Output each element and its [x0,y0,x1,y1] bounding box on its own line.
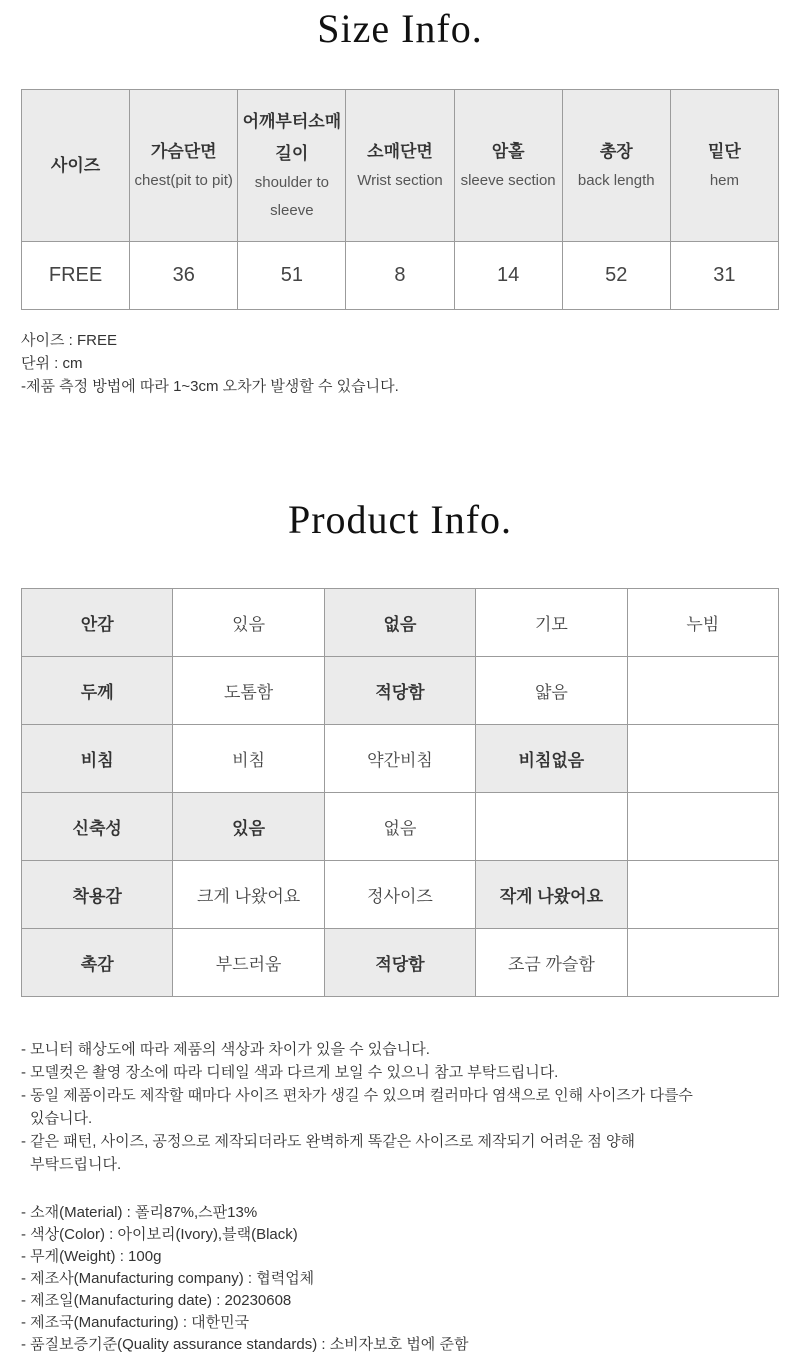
size-col-header-en: back length [577,172,655,190]
disclaimer-notes [21,1038,693,1176]
size-col-header [562,90,670,242]
product-option-cell: 있음 [173,793,324,861]
size-col-header-en: chest(pit to pit) [134,172,233,190]
detail-line-material: - 소재(Material) : 폴리87%,스판13% [21,1204,258,1221]
detail-line-weight: - 무게(Weight) : 100g [21,1248,162,1265]
detail-line-country: - 제조국(Manufacturing) : 대한민국 [21,1314,250,1331]
product-option-cell [476,793,627,861]
product-row-label: 두께 [22,657,173,725]
size-col-header [130,90,238,242]
size-value-cell: 51 [238,242,346,310]
detail-line-color: - 색상(Color) : 아이보리(Ivory),블랙(Black) [21,1226,298,1243]
disclaimer-line: - 모델컷은 촬영 장소에 따라 디테일 색과 다르게 보일 수 있으니 참고 부탁드립니다. [21,1064,559,1081]
size-value-cell: 14 [454,242,562,310]
product-table [21,588,779,997]
product-row [22,861,779,929]
size-col-header-ko: 밑단 [707,141,741,161]
size-col-header [346,90,454,242]
product-row [22,657,779,725]
product-option-cell [627,929,778,997]
product-detail-specs [21,1202,779,1356]
product-option-cell: 약간비침 [324,725,475,793]
product-option-cell: 없음 [324,793,475,861]
size-col-header [22,90,130,242]
size-col-header-ko: 가슴단면 [150,141,217,161]
disclaimer-line: - 같은 패턴, 사이즈, 공정으로 제작되더라도 완벽하게 똑같은 사이즈로 제작되기 어려운 점 양해 부탁드립니다. [21,1133,635,1173]
product-table-body [22,589,779,997]
product-row-label: 비침 [22,725,173,793]
size-value-cell: FREE [22,242,130,310]
product-row [22,725,779,793]
product-row [22,589,779,657]
size-value-cell: 8 [346,242,454,310]
size-col-header [670,90,778,242]
size-value-cell: 31 [670,242,778,310]
product-option-cell: 조금 까슬함 [476,929,627,997]
product-option-cell: 정사이즈 [324,861,475,929]
size-header-row [22,90,779,242]
product-row-label: 신축성 [22,793,173,861]
size-col-header [454,90,562,242]
size-col-header-ko: 어깨부터소매길이 [242,112,342,163]
detail-line-manufacturer: - 제조사(Manufacturing company) : 협력업체 [21,1270,315,1287]
product-option-cell [627,793,778,861]
product-option-cell: 얇음 [476,657,627,725]
size-col-header-ko: 암홀 [491,141,525,161]
size-col-header-en: sleeve section [460,172,556,190]
product-option-cell: 비침 [173,725,324,793]
product-option-cell: 부드러움 [173,929,324,997]
size-info-title: Size Info. [317,6,483,51]
product-info-title: Product Info. [287,497,513,542]
detail-line-manufacture-date: - 제조일(Manufacturing date) : 20230608 [21,1292,292,1309]
size-col-header-ko: 총장 [599,141,633,161]
size-col-header-en: hem [709,172,740,190]
size-col-header-en: shoulder to sleeve [254,174,329,219]
product-option-cell [627,657,778,725]
product-option-cell: 적당함 [324,657,475,725]
product-option-cell: 작게 나왔어요 [476,861,627,929]
product-row [22,929,779,997]
size-col-header-ko: 사이즈 [50,155,101,175]
product-option-cell: 크게 나왔어요 [173,861,324,929]
size-col-header [238,90,346,242]
product-option-cell [627,725,778,793]
size-table-body [22,242,779,310]
size-table-header [22,90,779,242]
product-option-cell: 적당함 [324,929,475,997]
size-col-header-en: Wrist section [357,172,443,190]
disclaimer-line: - 모니터 해상도에 따라 제품의 색상과 차이가 있을 수 있습니다. [21,1041,430,1058]
size-note-line: 단위 : cm [21,355,83,372]
product-row [22,793,779,861]
size-value-row [22,242,779,310]
disclaimer-line: - 동일 제품이라도 제작할 때마다 사이즈 편차가 생길 수 있으며 컬러마다 염색으로 인해 사이즈가 다를수 있습니다. [21,1087,693,1127]
product-option-cell [627,861,778,929]
product-option-cell: 기모 [476,589,627,657]
product-option-cell: 없음 [324,589,475,657]
size-col-header-ko: 소매단면 [367,141,433,161]
size-note-line: -제품 측정 방법에 따라 1~3cm 오차가 발생할 수 있습니다. [21,378,399,395]
product-option-cell: 도톰함 [173,657,324,725]
size-value-cell: 36 [130,242,238,310]
product-option-cell: 비침없음 [476,725,627,793]
product-row-label: 안감 [22,589,173,657]
size-table [21,89,779,310]
size-note-line: 사이즈 : FREE [21,332,117,349]
product-option-cell: 누빔 [627,589,778,657]
size-value-cell: 52 [562,242,670,310]
product-row-label: 착용감 [22,861,173,929]
product-option-cell: 있음 [173,589,324,657]
detail-line-quality: - 품질보증기준(Quality assurance standards) : 소비자보호 법에 준함 [21,1336,469,1353]
product-row-label: 촉감 [22,929,173,997]
size-notes [21,329,779,398]
